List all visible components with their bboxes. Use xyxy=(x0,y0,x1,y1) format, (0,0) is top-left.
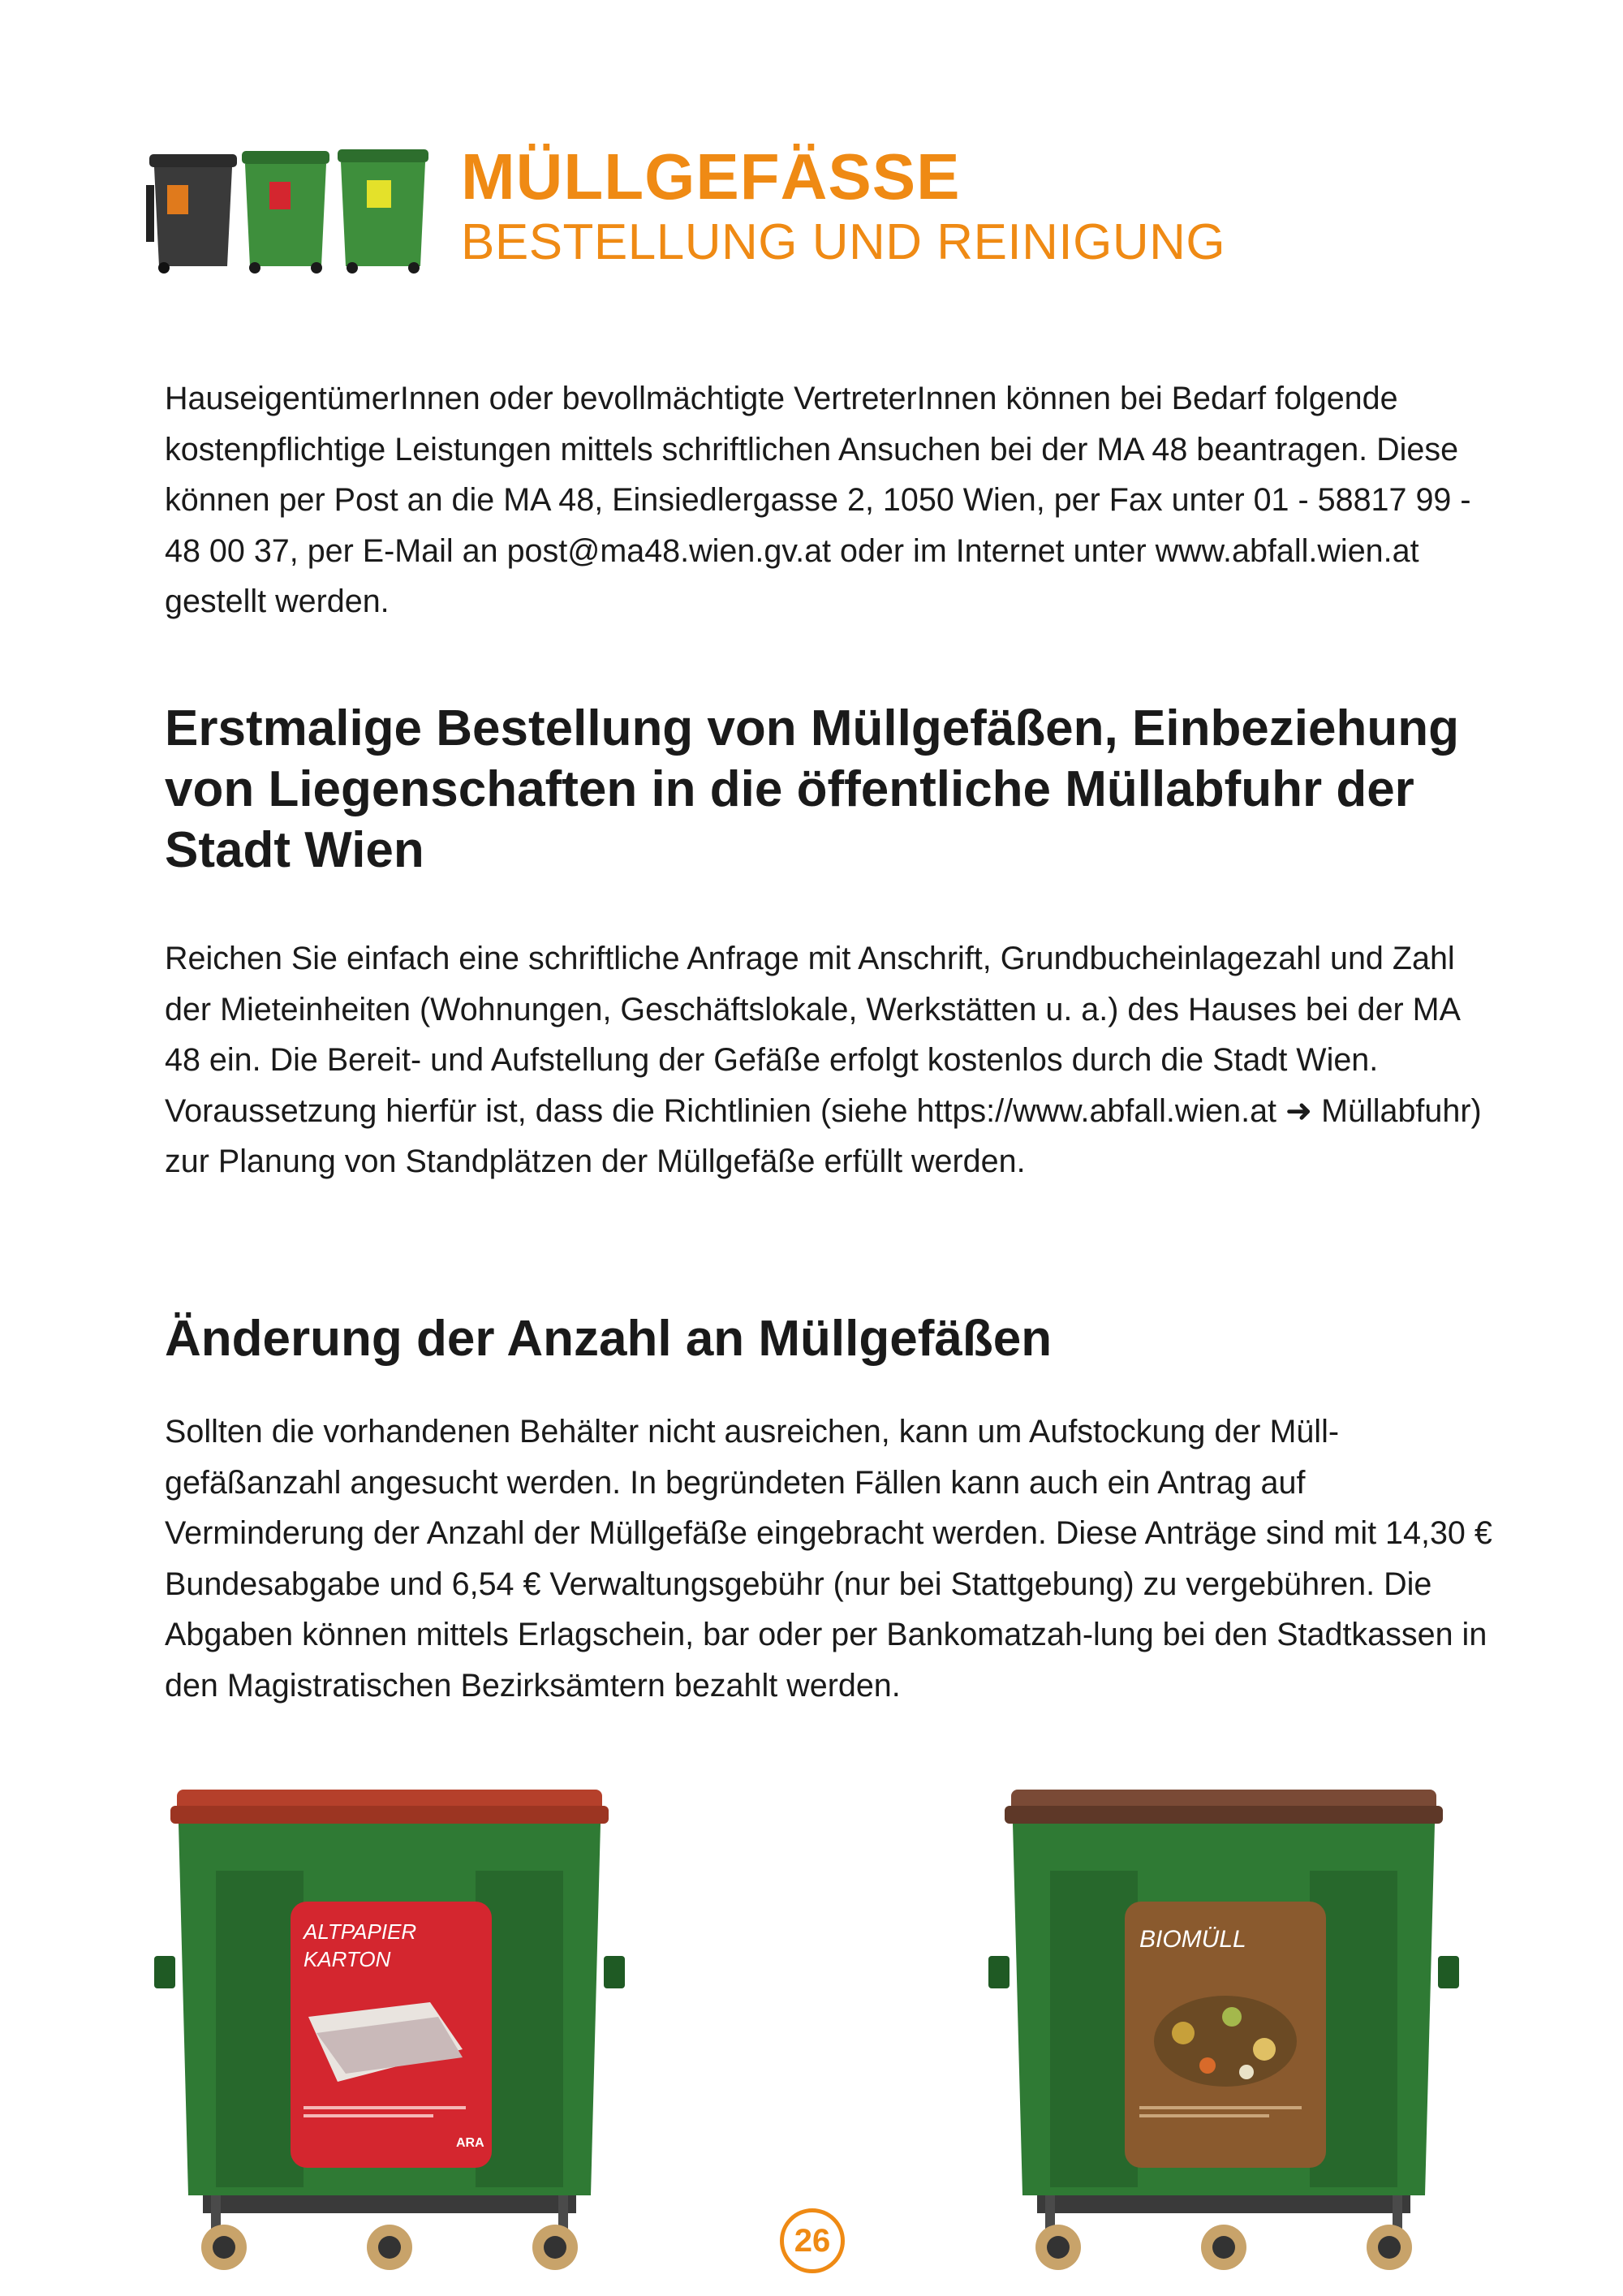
page-number: 26 xyxy=(780,2208,845,2273)
ara-logo: ARA xyxy=(456,2136,484,2150)
intro-paragraph: HauseigentümerInnen oder bevollmächtigte VertreterInnen können bei Bedarf folgende kostenpflichtige Leistungen mittels schriftlichen Ansuchen bei der MA 48 beantragen. Diese können per Post an die MA 48, Einsiedlergasse 2, 1050 Wien, per Fax unter 01 - 58817 99 - 48 00 37, per E-Mail an post@ma48.wien.gv.at oder im Internet unter www.abfall.wien.at gestellt werden. xyxy=(165,381,1471,619)
section2-heading: Änderung der Anzahl an Müllgefäßen xyxy=(165,1311,1053,1367)
paper-label-line1: ALTPAPIER xyxy=(304,1919,417,1944)
black-bin-icon xyxy=(146,154,237,274)
page-subtitle: BESTELLUNG UND REINIGUNG xyxy=(461,214,1226,270)
page-title: MÜLLGEFÄSSE xyxy=(461,140,961,213)
section1-paragraph: Reichen Sie einfach eine schriftliche Anfrage mit Anschrift, Grundbucheinlagezahl und Zahl der Mieteinheiten (Wohnungen, Geschäftslokale, Werkstätten u. a.) des Hauses bei der MA 48 ein. Die Bereit- und Aufstellung der Gefäße erfolgt kostenlos durch die Stadt Wien. Voraussetzung hierfür ist, dass die Richtlinien (siehe https://www.abfall.wien.at ➜ Müllabfuhr) zur Planung von Standplätzen der Müllgefäße erfüllt werden. xyxy=(165,941,1482,1179)
green-bin-icon xyxy=(242,151,329,274)
section2-paragraph: Sollten die vorhandenen Behälter nicht ausreichen, kann um Aufstockung der Müll-gefäßanzahl angesucht werden. In begründeten Fällen kann auch ein Antrag auf Verminderung der Anzahl der Müllgefäße eingebracht werden. Diese Anträge sind mit 14,30 € Bundesabgabe und 6,54 € Verwaltungsgebühr (nur bei Stattgebung) zu vergebühren. Die Abgaben können mittels Erlagschein, bar oder per Bankomatzah-lung bei den Stadtkassen in den Magistratischen Bezirksämtern bezahlt werden. xyxy=(165,1414,1492,1704)
waste-bins-icon xyxy=(146,136,432,274)
green-bin-icon xyxy=(338,149,428,274)
biowaste-label-text: BIOMÜLL xyxy=(1139,1926,1246,1953)
section1-heading: Erstmalige Bestellung von Müllgefäßen, Einbeziehung von Liegenschaften in die öffentliche Müllabfuhr der Stadt Wien xyxy=(165,700,1459,878)
paper-label-line2: KARTON xyxy=(304,1947,391,1971)
organic-waste-container xyxy=(988,1773,1459,2277)
paper-waste-container xyxy=(154,1773,625,2277)
